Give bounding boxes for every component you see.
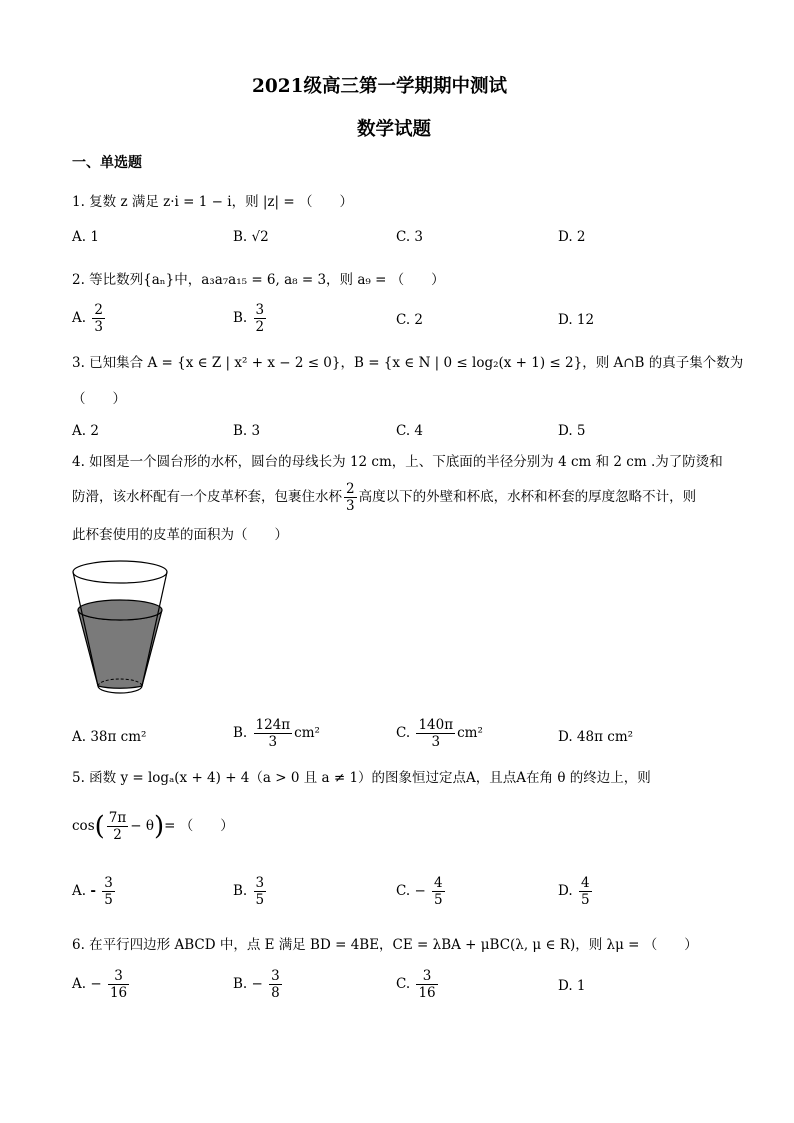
q6-option-d: D. 1 xyxy=(558,978,586,994)
q2-option-a-label: A. xyxy=(72,310,87,326)
question-3-cont: （ ） xyxy=(72,391,126,407)
q4-option-a: A. 38π cm² xyxy=(72,729,147,745)
q1-option-a: A. 1 xyxy=(72,229,99,245)
q4-two-thirds: $\frac{2}{3}$ xyxy=(346,481,355,514)
q1-option-c: C. 3 xyxy=(396,229,424,245)
q4-option-b-fraction: $\frac{124\pi}{3}$ xyxy=(255,717,291,750)
q2-option-b xyxy=(233,302,268,335)
q6-option-c: C. $\frac{3}{16}$ xyxy=(396,968,436,1001)
question-2: 2. 等比数列{aₙ}中，a₃a₇a₁₅ = 6, a₈ = 3，则 a₉ = （ ） xyxy=(72,272,445,288)
q2-option-c: C. 2 xyxy=(396,312,424,328)
page-title: 2021级高三第一学期期中测试 xyxy=(252,76,507,97)
q5-option-a: A. - $\frac{3}{5}$ xyxy=(72,875,113,908)
q5-option-d: D. $\frac{4}{5}$ xyxy=(558,875,590,908)
q2-option-a-fraction: $\frac{2}{3}$ xyxy=(94,302,103,335)
question-4-line-1: 4. 如图是一个圆台形的水杯，圆台的母线长为 12 cm，上、下底面的半径分别为 4 cm 和 2 cm .为了防烫和 xyxy=(72,454,723,470)
q1-option-d: D. 2 xyxy=(558,229,586,245)
q3-option-b: B. 3 xyxy=(233,423,261,439)
q4-option-d: D. 48π cm² xyxy=(558,729,634,745)
q6-option-a: A. − $\frac{3}{16}$ xyxy=(72,968,128,1001)
q2-option-d: D. 12 xyxy=(558,312,595,328)
q3-option-a: A. 2 xyxy=(72,423,99,439)
cup-figure xyxy=(68,556,170,712)
q5-option-b: B. $\frac{3}{5}$ xyxy=(233,875,265,908)
question-6: 6. 在平行四边形 ABCD 中，点 E 满足 BD = 4BE，CE = λBA + μBC(λ, μ ∈ R)，则 λμ = （ ） xyxy=(72,937,698,953)
q5-seven-pi-over-two: $\frac{7\pi}{2}$ xyxy=(108,810,127,843)
section-heading: 一、单选题 xyxy=(72,155,142,171)
q4-option-c: C. $\frac{140\pi}{3}$ cm² xyxy=(396,717,483,750)
q2-option-b-fraction: $\frac{3}{2}$ xyxy=(255,302,265,335)
q1-option-b: B. √2 xyxy=(233,229,269,245)
question-1: 1. 复数 z 满足 z·i = 1 − i，则 |z| = （ ） xyxy=(72,194,353,210)
q3-option-c: C. 4 xyxy=(396,423,424,439)
q2-option-a xyxy=(72,302,107,335)
q3-option-d: D. 5 xyxy=(558,423,586,439)
question-5-line-1: 5. 函数 y = logₐ(x + 4) + 4（a > 0 且 a ≠ 1）的图象恒过定点A，且点A在角 θ 的终边上，则 xyxy=(72,770,651,786)
q4-option-b: B. $\frac{124\pi}{3}$ cm² xyxy=(233,717,320,750)
q4-option-c-fraction: $\frac{140\pi}{3}$ xyxy=(418,717,454,750)
question-4-line-3: 此杯套使用的皮革的面积为（ ） xyxy=(72,527,288,543)
q6-option-b: B. − $\frac{3}{8}$ xyxy=(233,968,280,1001)
question-5-line-2: cos( $\frac{7\pi}{2}$ − θ)= （ ） xyxy=(72,810,234,843)
q2-option-b-label: B. xyxy=(233,310,248,326)
q5-option-c: C. − $\frac{4}{5}$ xyxy=(396,875,443,908)
question-4-line-2: 防滑，该水杯配有一个皮革杯套，包裹住水杯 $\frac{2}{3}$ 高度以下的外壁和杯底，水杯和杯套的厚度忽略不计，则 xyxy=(72,481,697,514)
page-subtitle: 数学试题 xyxy=(357,119,432,140)
question-3: 3. 已知集合 A = {x ∈ Z | x² + x − 2 ≤ 0}，B = {x ∈ N | 0 ≤ log₂(x + 1) ≤ 2}，则 A∩B 的真子集个数为 xyxy=(72,355,744,371)
